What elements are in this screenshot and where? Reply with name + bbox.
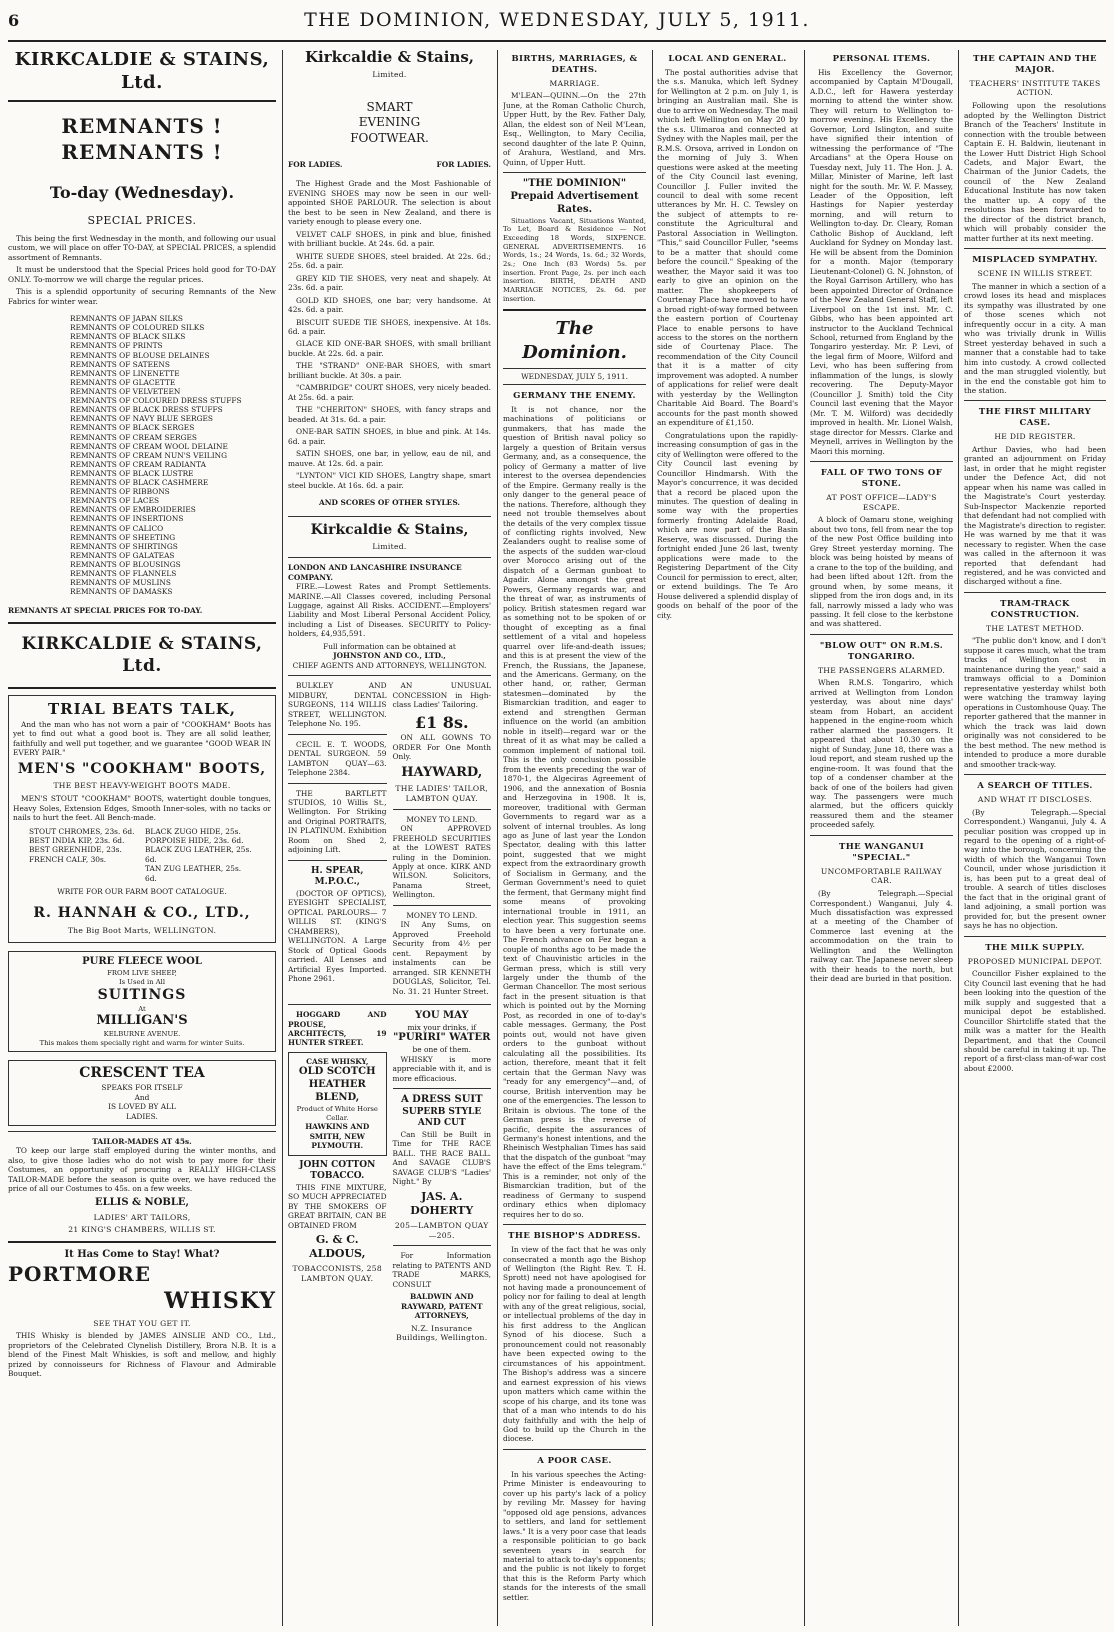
article-subheading: SCENE IN WILLIS STREET. xyxy=(977,269,1093,279)
advert-line: This makes them specially right and warm for winter Suits. xyxy=(39,1038,245,1047)
list-item: REMNANTS OF BLACK SILKS xyxy=(70,332,186,342)
advert-paragraph: For Information relating to PATENTS AND TRADE MARKS, CONSULT xyxy=(392,1251,491,1289)
advert-paragraph: This being the first Wednesday in the month, and following our usual custom, we will place on offer TO-DAY, at SPECIAL PRICES, a splendid assortment of Remnants. xyxy=(8,233,276,262)
article-subheading: AT POST OFFICE—LADY'S ESCAPE. xyxy=(826,492,937,512)
paper-nameplate: The Dominion. xyxy=(522,318,627,363)
advert-subheading: The Big Boot Marts, WELLINGTON. xyxy=(67,925,217,935)
shoe-item: VELVET CALF SHOES, in pink and blue, finished with brilliant buckle. At 24s. 6d. a pair. xyxy=(288,229,491,249)
advert-heading: MEN'S "COOKHAM" BOOTS, xyxy=(17,760,267,777)
shoe-item: ONE-BAR SATIN SHOES, in blue and pink. At 14s. 6d. a pair. xyxy=(288,427,491,446)
advert-heading: SUITINGS xyxy=(97,986,187,1003)
article-body: In view of the fact that he was only consecrated a month ago the Bishop of Wellington (the Right Rev. T. H. Sprott) need not have apologised for not having made a pronouncement of policy nor for failing to deal at length with any of the great religious, social, or intellectual problems of the day in his first address to the Anglican Synod of his diocese. Such a pronouncement could not reasonably have been expected owing to the circumstances of his appointment. The Bishop's address was a sincere and earnest expression of his views upon matters which came within the scope of his charge, and its tone was that of a man who intends to do his duty faithfully and with the help of God to build up the Church in the diocese. xyxy=(503,1245,646,1444)
advert-paragraph: And the man who has not worn a pair of "COOKHAM" Boots has yet to find out what a good boot is. They are all solid leather, faithfully and well put together, and we guarantee "GOOD WEAR IN EVERY PAIR." xyxy=(13,719,271,758)
list-item: REMNANTS OF PRINTS xyxy=(70,341,163,351)
list-item: REMNANTS OF JAPAN SILKS xyxy=(70,314,183,324)
list-item: REMNANTS OF GLACETTE xyxy=(70,377,176,387)
article-headline: A POOR CASE. xyxy=(537,1455,612,1466)
article-subheading: TEACHERS' INSTITUTE TAKES ACTION. xyxy=(969,78,1101,98)
advert-heading: SMART xyxy=(366,99,413,114)
list-item: REMNANTS OF GALATEAS xyxy=(70,550,175,560)
article-headline: THE BISHOP'S ADDRESS. xyxy=(508,1231,641,1242)
list-item: REMNANTS OF BLACK CASHMERE xyxy=(70,478,209,488)
advert-line: KELBURNE AVENUE. xyxy=(103,1029,181,1038)
advert-line: FOR LADIES. xyxy=(288,159,343,169)
section-heading: Prepaid Advertisement Rates. xyxy=(510,191,639,215)
advert-line: And xyxy=(134,1092,150,1102)
list-item: REMNANTS OF NAVY BLUE SERGES xyxy=(70,414,213,424)
article-body: (By Telegraph.—Special Correspondent.) Wanganui, July 4. Much dissatisfaction was expressed at a meeting of the Chamber of Commerce last evening at the accommodation on the train to Wellington and the Wellington railway car. The Japanese never sleep with their heads to the north, but their dead are buried in that position. xyxy=(810,889,953,984)
advert-line: IS LOVED BY ALL xyxy=(108,1102,176,1112)
advert-row xyxy=(288,681,491,999)
advert-heading: FOOTWEAR. xyxy=(350,130,429,145)
advert-paragraph: ON ALL GOWNS TO ORDER For One Month Only. xyxy=(392,733,491,762)
shoe-item: "CAMBRIDGE" COURT SHOES, very nicely beaded. At 25s. 6d. a pair. xyxy=(288,383,491,402)
shoe-item: WHITE SUEDE SHOES, steel braided. At 22s. 6d.; 25s. 6d. a pair. xyxy=(288,251,491,271)
advert-firm-name: HAWKINS AND SMITH, NEW PLYMOUTH. xyxy=(305,1122,370,1151)
advert-heading: TAILOR-MADES AT 45s. xyxy=(92,1136,192,1146)
advert-paragraph: The Highest Grade and the Most Fashionable of EVENING SHOES may now be seen in our well-appointed SHOE PARLOUR. The selection is about the best to be seen in New Zealand, and there is variety enough to please every one. xyxy=(288,179,491,227)
advert-heading: A DRESS SUIT xyxy=(400,1094,483,1106)
advert-firm-name: HOGGARD AND PROUSE, ARCHITECTS, 19 HUNTER STREET. xyxy=(288,1010,387,1048)
milligans-advert xyxy=(8,951,276,1052)
list-item: REMNANTS OF BLOUSINGS xyxy=(70,560,181,570)
list-item: REMNANTS OF CREAM WOOL DELAINE xyxy=(70,441,228,451)
column-6 xyxy=(964,48,1106,1626)
advert-paragraph: IN Any Sums, on Approved Freehold Security from 4½ per cent. Repayment by instalments can be arranged. SIR KENNETH DOUGLAS, Solicitor, Tel. No. 31. 21 Hunter Street. xyxy=(392,920,491,996)
advert-line: FROM LIVE SHEEP, xyxy=(107,969,177,978)
list-item: TAN ZUG LEATHER, 25s. 6d. xyxy=(145,864,242,883)
advert-firm-name: H. SPEAR, M.P.O.C., xyxy=(311,865,364,888)
advert-subheading: THE BEST HEAVY-WEIGHT BOOTS MADE. xyxy=(53,781,231,791)
column-2 xyxy=(288,48,491,1626)
advert-firm-name: BALDWIN AND RAYWARD, PATENT ATTORNEYS, xyxy=(400,1292,483,1321)
column-1 xyxy=(8,48,276,1626)
advert-heading: MONEY TO LEND. xyxy=(406,814,478,824)
advert-heading: EVENING xyxy=(358,115,421,130)
remnants-footer: REMNANTS AT SPECIAL PRICES FOR TO-DAY. xyxy=(8,606,203,616)
shoe-item: GOLD KID SHOES, one bar; very handsome. At 42s. 6d. a pair. xyxy=(288,295,491,315)
article-body: Councillor Fisher explained to the City Council last evening that he had been looking into the question of the milk supply and suggested that a municipal depot be established. Councillor Shirtcliffe stated that the milk was a matter for the Health Department, and that the Council should be careful in taking it up. The report of a first-class man-of-war cost about £2000. xyxy=(964,969,1106,1073)
list-item: REMNANTS OF BLOUSE DELAINES xyxy=(70,350,210,360)
article-body: His Excellency the Governor, accompanied by Captain M'Dougall, A.D.C., left for Hawera yesterday morning to attend the winter show. They will return to Wellington to-morrow evening. His Excellency the Governor, Lord Islington, and suite have signified their intention of witnessing the performance of "The Arcadians" at the Opera House on Tuesday next, July 11. The Hon. J. A. Millar, Minister of Marine, left last night for the south. Mr. W. F. Massey, Leader of the Opposition, left Hastings for Napier yesterday morning, and will return to Wellington to-day. Dr. Cleary, Roman Catholic Bishop of Auckland, left Auckland for Sydney on Monday last. He will be absent from the Dominion for a month. Major (temporary Lieutenant-Colonel) G. N. Johnston, of the Royal Garrison Artillery, who has been appointed Director of Ordnance of the New Zealand General Staff, left Liverpool on the 1st inst. Mr. C. Gibbs, who has been appointed art instructor to the Auckland Technical School, returned from England by the Tongariro yesterday. Mr. P. Levi, of the legal firm of Moore, Wilford and Levi, who has been suffering from inflammation of the lungs, is slowly recovering. The Deputy-Mayor (Councillor J. Smith) told the City Council last evening that the Mayor (Mr. T. M. Wilford) was decidedly improved in health. Mr. Lionel Walsh, stage director for Messrs. Clarke and Meynell, arrives in Wellington by the Maori this morning. xyxy=(810,67,953,456)
shoe-item: THE "STRAND" ONE-BAR SHOES, with smart brilliant buckle. At 30s. a pair. xyxy=(288,361,491,380)
list-item: REMNANTS OF SHIRTINGS xyxy=(70,541,178,551)
article-subheading: PROPOSED MUNICIPAL DEPOT. xyxy=(967,956,1103,966)
article-body: When R.M.S. Tongariro, which arrived at Wellington from London yesterday, was about nine days' steam from Hobart, an accident happened in the engine-room which rather alarmed the passengers. It appeared that about 10.30 on the night of Sunday, June 18, there was a loud report, and steam rushed up the engine-room. It was found that the top of a condenser chamber at the back of one of the boilers had given way. The passengers were much alarmed, but the officers quickly reassured them and the steamer proceeded safely. xyxy=(810,678,953,830)
advert-firm-name: JAS. A. DOHERTY xyxy=(410,1189,474,1217)
advert-heading: OLD SCOTCH HEATHER BLEND, xyxy=(298,1066,376,1104)
advert-paragraph: Can Still be Built in Time for THE RACE BALL. THE RACE BALL. And SAVAGE CLUB'S SAVAGE CLUB'S "Ladies' Night." By xyxy=(392,1129,491,1187)
advert-line: 21 KING'S CHAMBERS, WILLIS ST. xyxy=(68,1225,216,1235)
advert-heading: PORTMORE xyxy=(8,1261,152,1286)
list-item: REMNANTS OF LACES xyxy=(70,496,160,506)
list-item: FRENCH CALF, 30s. xyxy=(29,854,107,864)
shoe-item: BISCUIT SUEDE TIE SHOES, inexpensive. At 18s. 6d. a pair. xyxy=(288,317,491,337)
advert-price: £1 8s. xyxy=(414,712,469,732)
list-item: REMNANTS OF BLACK LUSTRE xyxy=(70,468,194,478)
article-headline: THE FIRST MILITARY CASE. xyxy=(978,407,1092,429)
list-item: PORPOISE HIDE, 23s. 6d. xyxy=(145,836,244,845)
advert-line: Limited. xyxy=(372,70,407,80)
advert-line: SEE THAT YOU GET IT. xyxy=(93,1318,191,1328)
shoe-item: GREY KID TIE SHOES, very neat and shapely. At 23s. 6d. a pair. xyxy=(288,273,491,293)
rates-paragraph: Situations Vacant, Situations Wanted, To Let, Board & Residence — Not Exceeding 18 Words, SIXPENCE. GENERAL ADVERTISEMENTS. 16 Words, 1s.; 24 Words, 1s. 6d.; 32 Words, 2s.; One Inch (83 Words) 5s. per insertion. Front Page, 2s. per inch each insertion. BIRTH, DEATH AND MARRIAGE NOTICES, 2s. 6d. per insertion. xyxy=(503,216,646,303)
advert-heading: TRIAL BEATS TALK, xyxy=(48,700,236,719)
advert-line: Is Used in All xyxy=(118,977,166,986)
advert-line: Product of White Horse Cellar. xyxy=(296,1104,378,1122)
list-item: REMNANTS OF CALICO xyxy=(70,523,164,533)
advert-firm-name: R. HANNAH & CO., LTD., xyxy=(33,904,251,921)
article-body: The postal authorities advise that the s.s. Manuka, which left Sydney for Wellington at 2 p.m. on July 1, is bringing an Australian mail. She is due to arrive on Wednesday. The mail which left Wellington on May 20 by the s.s. Ulimaroa and connected at Sydney with the Naples mail, per the R.M.S. Orsova, arrived in London on the morning of July 3. When questions were asked at the meeting of the City Council last evening, Councillor J. Fuller invited the council to deal with some recent utterances by Mr. H. C. Tewsley on the subject of attempts to re-constitute the Agricultural and Pastoral Association in Wellington. "This," said Councillor Fuller, "seems to be a matter that should come before the council." Speaking of the weather, the Mayor said it was too early to give an opinion on the matter. The shopkeepers of Courtenay Place have moved to have a broad right-of-way formed between the eastern portion of Courtenay Place to enable persons to have access to the stores on the northern side of Courtenay Place. The recommendation of the City Council that it is a matter of city improvement was adopted. A number of applications for relief were dealt with yesterday by the Wellington Charitable Aid Board. The Board's accounts for the past month showed an expenditure of £1,150. xyxy=(657,67,798,428)
article-subheading: UNCOMFORTABLE RAILWAY CAR. xyxy=(820,866,943,886)
list-item: BEST INDIA KIP, 23s. 6d. xyxy=(29,836,125,845)
advert-firm-name: Kirkcaldie & Stains, xyxy=(310,521,469,538)
article-headline: "BLOW OUT" ON R.M.S. TONGARIRO. xyxy=(819,640,944,662)
advert-line: Full information can be obtained at xyxy=(323,641,456,651)
advert-line: LADIES. xyxy=(126,1111,158,1121)
list-item: REMNANTS OF EMBROIDERIES xyxy=(70,505,196,515)
list-item: REMNANTS OF SHEETING xyxy=(70,532,176,542)
advert-heading: MONEY TO LEND. xyxy=(406,910,478,920)
shoe-item: THE "CHERITON" SHOES, with fancy straps and beaded. At 31s. 6d. a pair. xyxy=(288,405,491,424)
section-subheading: MARRIAGE. xyxy=(549,78,600,88)
boot-price-list xyxy=(29,827,255,884)
article-body: Following upon the resolutions adopted by the Wellington District Branch of the Teachers' Institute in connection with the trouble between Captain E. H. Baldwin, lieutenant in the Lower Hutt District High School Cadets, and Major Ewart, the Chairman of the Junior Cadets, the council of the New Zealand Educational Institute has now taken the matter up. A copy of the resolutions has been forwarded to the director of the district branch, which will probably consider the matter further at its next meeting. xyxy=(964,101,1106,243)
advert-paragraph: It must be understood that the Special Prices hold good for TO-DAY ONLY. To-morrow we will charge the regular prices. xyxy=(8,265,276,284)
advert-line: At xyxy=(138,1004,146,1013)
article-headline: THE CAPTAIN AND THE MAJOR. xyxy=(973,54,1097,75)
advert-firm-name: Kirkcaldie & Stains, xyxy=(304,48,475,66)
advert-line: N.Z. Insurance Buildings, Wellington. xyxy=(396,1323,488,1343)
article-body: Arthur Davies, who had been granted an adjournment on Friday last, in order that he might register under the Defence Act, did not appear when his name was called in the Magistrate's Court yesterday. Sub-Inspector Mackenzie reported that defendant had not complied with the Magistrate's direction to register. He was warned by me that it was necessary to register. When the case was called in the afternoon it was reported that defendant had registered, and he was convicted and discharged without a fine. xyxy=(964,444,1106,587)
article-headline: A SEARCH OF TITLES. xyxy=(977,780,1093,791)
list-item: REMNANTS OF VELVETEEN xyxy=(70,386,181,396)
list-item: REMNANTS OF CREAM NUN'S VEILING xyxy=(70,450,228,460)
section-heading: BIRTHS, MARRIAGES, & DEATHS. xyxy=(511,54,638,75)
advert-paragraph: MEN'S STOUT "COOKHAM" BOOTS, watertight double tongues, Heavy Soles, Extension Edges, Smooth Inner-soles, with no tacks or nails to hurt the feet. All Bench-made. xyxy=(13,794,271,823)
advert-heading: CASE WHISKY, xyxy=(306,1056,369,1066)
list-item: REMNANTS OF MUSLINS xyxy=(70,578,171,588)
advert-firm-name: JOHNSTON AND CO., LTD., xyxy=(333,651,446,661)
advert-paragraph: This is a splendid opportunity of securing Remnants of the New Fabrics for winter wear. xyxy=(8,287,276,306)
advert-paragraph: ON APPROVED FREEHOLD SECURITIES at the LOWEST RATES ruling in the Dominion. Apply at once. KIRK AND WILSON. Solicitors, Panama Street, Wellington. xyxy=(392,824,491,900)
cookham-advert xyxy=(8,695,276,943)
advert-line: be one of them. xyxy=(412,1045,471,1055)
remnants-list xyxy=(70,314,276,596)
advert-paragraph: AN UNUSUAL CONCESSION in High-class Ladies' Tailoring. xyxy=(392,681,491,710)
column-rule xyxy=(652,50,653,1626)
list-item: REMNANTS OF FLANNELS xyxy=(70,569,177,579)
article-subheading: THE LATEST METHOD. xyxy=(986,623,1084,633)
advert-paragraph: THIS Whisky is blended by JAMES AINSLIE AND CO., Ltd., proprietors of the Celebrated Clynelish Distillery, Brora N.B. It is a blend of the Finest Malt Whiskies, is soft and mellow, and highly prized by connoisseurs for Richness of Flavour and Admirable Bouquet. xyxy=(8,1331,276,1379)
list-item: BEST GREENHIDE, 23s. xyxy=(29,845,122,855)
advert-heading: "PURIRI" WATER xyxy=(393,1032,491,1044)
whisky-advert xyxy=(288,1052,387,1156)
advert-firm-name: MILLIGAN'S xyxy=(96,1013,188,1029)
advert-subheading xyxy=(288,160,491,169)
column-4 xyxy=(657,48,798,1626)
advert-line: LADIES' ART TAILORS, xyxy=(93,1212,191,1222)
advert-heading: It Has Come to Stay! What? xyxy=(64,1249,220,1261)
advert-line: WRITE FOR OUR FARM BOOT CATALOGUE. xyxy=(57,887,227,897)
section-heading: "THE DOMINION" xyxy=(522,178,627,190)
advert-firm-name: KIRKCALDIE & STAINS, Ltd. xyxy=(21,633,263,676)
advert-paragraph: THIS FINE MIXTURE, SO MUCH APPRECIATED BY THE SMOKERS OF GREAT BRITAIN, CAN BE OBTAINED FROM xyxy=(288,1182,387,1230)
advert-heading: JOHN COTTON TOBACCO. xyxy=(299,1159,376,1182)
list-item: BLACK ZUG LEATHER, 25s. 6d. xyxy=(145,845,252,864)
masthead xyxy=(8,0,1106,42)
advert-heading: PURE FLEECE WOOL xyxy=(82,956,202,968)
advert-firm-name: HAYWARD, xyxy=(401,764,483,780)
article-headline: GERMANY THE ENEMY. xyxy=(513,391,636,402)
advert-heading: WHISKY xyxy=(164,1288,276,1315)
advert-line: mix your drinks, if xyxy=(407,1022,477,1032)
article-body: A block of Oamaru stone, weighing about two tons, fell from near the top of the new Post Office building into Grey Street yesterday morning. The block was being hoisted by means of a crane to the top of the building, and had been lifted about 12ft. from the ground when, by some means, it slipped from the iron dogs and, in its fall, narrowly missed a lady who was passing. It fell close to the kerbstone and was shattered. xyxy=(810,515,953,629)
advert-line: THE LADIES' TAILOR, LAMBTON QUAY. xyxy=(395,784,489,803)
advert-paragraph: FIRE.—Lowest Rates and Prompt Settlements. MARINE.—All Classes covered, including Personal Luggage, against All Risks. ACCIDENT.—Employers' Liability and Most Liberal Personal Accident Policy, including a List of Diseases. SECURITY to Policy-holders, £4,935,591. xyxy=(288,582,491,639)
studio-advert: THE BARTLETT STUDIOS, 10 Willis St., Wellington. For Striking and Original PORTRAITS, IN PLATINUM. Exhibition Room on Shed 2, adjoining Lift. xyxy=(288,788,387,855)
list-item: REMNANTS OF SATEENS xyxy=(70,359,170,369)
advert-paragraph: TO keep our large staff employed during the winter months, and also, to give those ladies who do not wish to pay more for their Costumes, an opportunity of procuring a REALLY HIGH-CLASS TAILOR-MADE before the season is quite over, we have reduced the price of all our Costumes to 45s. on a few weeks. xyxy=(8,1146,276,1194)
list-item: STOUT CHROMES, 23s. 6d. xyxy=(29,826,135,836)
list-item: BLACK ZUGO HIDE, 25s. xyxy=(145,826,241,836)
newspaper-title: THE DOMINION, WEDNESDAY, JULY 5, 1911. xyxy=(304,9,810,31)
article-headline: THE MILK SUPPLY. xyxy=(985,942,1085,953)
advert-line: 205—LAMBTON QUAY—205. xyxy=(394,1220,489,1240)
advert-line: Limited. xyxy=(372,542,407,552)
article-body: "The public don't know, and I don't suppose it cares much, what the tram tracks of Wellington cost in maintenance during the year," said a tramways official to a Dominion representative yesterday whilst both were watching the tramway laying operations in Customhouse Quay. The reporter gathered that the manner in which the track was laid down originally was not considered to be the best method. The new method is intended to produce a more durable and smoother track-way. xyxy=(964,636,1106,769)
article-headline: THE WANGANUI "SPECIAL." xyxy=(839,841,924,863)
list-item: REMNANTS OF BLACK DRESS STUFFS xyxy=(70,405,223,415)
article-subheading: AND WHAT IT DISCLOSES. xyxy=(977,794,1093,804)
column-3 xyxy=(503,48,646,1626)
article-headline: PERSONAL ITEMS. xyxy=(832,54,931,64)
advert-line: CHIEF AGENTS AND ATTORNEYS, WELLINGTON. xyxy=(292,660,487,670)
list-item: REMNANTS OF LINENETTE xyxy=(70,368,180,378)
list-item: REMNANTS OF BLACK SERGES xyxy=(70,423,195,433)
article-headline: MISPLACED SYMPATHY. xyxy=(972,255,1098,266)
today-heading: To-day (Wednesday). xyxy=(49,183,235,203)
list-item: REMNANTS OF COLOURED SILKS xyxy=(70,323,205,333)
remnants-heading: REMNANTS ! REMNANTS ! xyxy=(61,114,223,164)
article-headline: LOCAL AND GENERAL. xyxy=(668,54,787,64)
column-rule xyxy=(497,50,498,1626)
column-5 xyxy=(810,48,953,1626)
article-headline: TRAM-TRACK CONSTRUCTION. xyxy=(990,598,1080,620)
article-body: The manner in which a section of a crowd loses its head and misplaces its sympathy was illustrated by one of those scenes which not infrequently occur in a city. A man who was trivially drunk in Willis Street yesterday behaved in such a manner that a constable had to take him into custody. A crowd collected and the man struggled violently, but in the end the constable got him to the station. xyxy=(964,281,1106,395)
portmore-advert xyxy=(8,1262,276,1288)
shoe-item: GLACE KID ONE-BAR SHOES, with small brilliant buckle. At 22s. 6d. a pair. xyxy=(288,339,491,358)
advert-heading: CRESCENT TEA xyxy=(79,1065,205,1082)
list-item: REMNANTS OF RIBBONS xyxy=(70,487,170,497)
column-rule xyxy=(804,50,805,1626)
advert-firm-name: KIRKCALDIE & STAINS, Ltd. xyxy=(14,49,270,94)
list-item: REMNANTS OF COLOURED DRESS STUFFS xyxy=(70,396,242,406)
dental-advert: BULKLEY AND MIDBURY, DENTAL SURGEONS, 114 WILLIS STREET, WELLINGTON. Telephone No. 195. xyxy=(288,681,387,729)
dateline: WEDNESDAY, JULY 5, 1911. xyxy=(503,368,646,385)
list-item: REMNANTS OF CREAM RADIANTA xyxy=(70,459,206,469)
advert-paragraph: WHISKY is more appreciable with it, and is more efficacious. xyxy=(392,1054,491,1083)
advert-row xyxy=(8,947,276,1056)
article-body: Congratulations upon the rapidly-increasing consumption of gas in the city of Wellington were offered to the City Council last evening by Councillor Hindmarsh. With the Mayor's concurrence, it was decided that a record be placed upon the minutes. The question of dealing in some way with the properties formerly fronting Adelaide Road, which are now part of the Basin Reserve, was discussed. During the fortnight ended June 26 last, twenty applications were made to the Registering Department of the City Council for permission to erect, alter, or extend buildings. The Te Aro House delivered a splendid display of goods on behalf of the poor of the city. xyxy=(657,430,798,620)
article-body: In his various speeches the Acting-Prime Minister is endeavouring to cover up his party's lack of a policy by reviling Mr. Massey for having "opposed old age pensions, advances to settlers, and land for settlement laws." It is a very poor case that leads a responsible politician to go back seventeen years in search for material to attack to-day's opponents; and the public is not likely to forget that this is the Reform Party which stands for the interests of the small settler. xyxy=(503,1469,646,1602)
special-prices-heading: SPECIAL PRICES. xyxy=(87,213,197,227)
advert-paragraph: (DOCTOR OF OPTICS), EYESIGHT SPECIALIST, OPTICAL PARLOURS— 7 WILLIS ST. (KING'S CHAMBERS), WELLINGTON. A Large Stock of Optical Goods carried. All Lenses and Artificial Eyes Imported. Phone 2961. xyxy=(288,888,387,984)
shoe-item: SATIN SHOES, one bar, in yellow, eau de nil, and mauve. At 12s. 6d. a pair. xyxy=(288,449,491,468)
crescent-tea-advert xyxy=(8,1060,276,1126)
article-headline: FALL OF TWO TONS OF STONE. xyxy=(820,468,943,489)
list-item: REMNANTS OF DAMASKS xyxy=(70,587,173,597)
advert-row xyxy=(288,1010,491,1346)
article-body: (By Telegraph.—Special Correspondent.) Wanganui, July 4. A peculiar position was cropped up in regard to the opening of a right-of-way into the borough, concerning the width of which the Wanganui Town Council, under whose jurisdiction it is, has been put to a great deal of trouble. A search of titles discloses the fact that in the original grant of land adjoining, a small portion was provided for, but the present owner says he has no objection. xyxy=(964,807,1106,931)
article-subheading: HE DID REGISTER. xyxy=(994,432,1076,442)
page-number: 6 xyxy=(8,10,20,30)
column-rule xyxy=(958,50,959,1626)
article-body: It is not chance, nor the machinations of politicians or gunmakers, that has made the question of British naval policy so largely a question of Britain versus Germany, and, as a consequence, the policy of Germany a matter of live interest to the oversea dependencies of the Empire. Germany really is the only danger to the general peace of the nations. Therefore, although they need not trouble themselves about the details of the very complex tissue of conflicting rights involved, New Zealanders ought to realise some of the aspects of the sudden war-cloud over Morocco arising out of the dispatch of a German gunboat to Agadir. Alone amongst the great Powers, Germany regards war, and the threat of war, as instruments of policy. British statesmen regard war as something not to be spoken of or thought of excepting as a final settlement of a vital and hopeless quarrel over life-and-death issues; and this is at present the view of the French, the Russians, the Japanese, and the Americans. Germany, on the other hand, or, rather, German statesmen—dominated by the Bismarckian tradition, and eager to extend and strengthen German influence on the world (an ambition noble in itself)—regard war or the threat of it as what may be called a common implement of national toil. This is the only conclusion possible from the events preceding the war of 1870-1, the Algeciras Agreement of 1906, and the annexation of Bosnia and Herzegovina in 1908. It is, moreover, traditional with German Governments to regard war as a solvent of internal troubles. As long ago as June of last year the London Spectator, dealing with this latter point, suggested that we might expect from the extraordinary growth of Socialism in Germany, and the German Government's need to quiet the ferment, that Germany might find some means of provoking international trouble in 1911, an election year. This suggestion seems to have been a very fortunate one. The French advance on Fez began a couple of months ago to be made the text of Chauvinistic articles in the German press, which is still very largely under the thumb of the German Chancellor. The most serious fact in the present situation is that which is pointed out by the Morning Post, as recorded in one of to-day's cable messages. Germany, the Post points out, would not have given orders to the gunboat without calculating all the possibilities. Its action, therefore, meant that it felt certain that the German Navy was "ready for any emergency"—and, of course, British intervention may be one of the emergencies. The lesson to Britain is obvious. The tone of the German press is the reverse of pacific, despite the assurances of Germany's honest intentions, and the Rheinisch Westphalian Times has said that the dispatch of the gunboat "may have the effect of the Ems telegram." This is a reminder, not only of the Bismarckian tradition, but of the readiness of Germany to suspend ordinary ethics when diplomacy requires her to do so. xyxy=(503,404,646,1219)
advert-line: TOBACCONISTS, 258 LAMBTON QUAY. xyxy=(292,1264,382,1283)
advert-heading: YOU MAY xyxy=(414,1010,469,1022)
shoe-item: "LYNTON" VICI KID SHOES, Langtry shape, smart steel buckle. At 16s. 6d. a pair. xyxy=(288,471,491,490)
notice-paragraph: M'LEAN—QUINN.—On the 27th June, at the Roman Catholic Church, Upper Hutt, by the Rev. Father Daly, Allan, the eldest son of Neil M'Lean, Esq., Wellington, to Mary Cecilia, second daughter of the late P. Quinn, of Arahura, Westland, and Mrs. Quinn, of Upper Hutt. xyxy=(503,91,646,167)
dental-advert: CECIL E. T. WOODS, DENTAL SURGEON. 59 LAMBTON QUAY—63. Telephone 2384. xyxy=(288,739,387,778)
advert-line: FOR LADIES. xyxy=(436,159,491,169)
column-rule xyxy=(282,50,283,1626)
advert-firm-name: G. & C. ALDOUS, xyxy=(309,1232,366,1261)
advert-line: AND SCORES OF OTHER STYLES. xyxy=(319,498,460,508)
advert-firm-name: ELLIS & NOBLE, xyxy=(94,1196,189,1208)
advert-heading: SUPERB STYLE AND CUT xyxy=(402,1106,482,1129)
list-item: REMNANTS OF INSERTIONS xyxy=(70,514,184,524)
article-subheading: THE PASSENGERS ALARMED. xyxy=(817,665,946,675)
advert-heading: LONDON AND LANCASHIRE INSURANCE COMPANY. xyxy=(288,563,462,582)
list-item: REMNANTS OF CREAM SERGES xyxy=(70,432,197,442)
advert-line: SPEAKS FOR ITSELF xyxy=(101,1083,183,1093)
